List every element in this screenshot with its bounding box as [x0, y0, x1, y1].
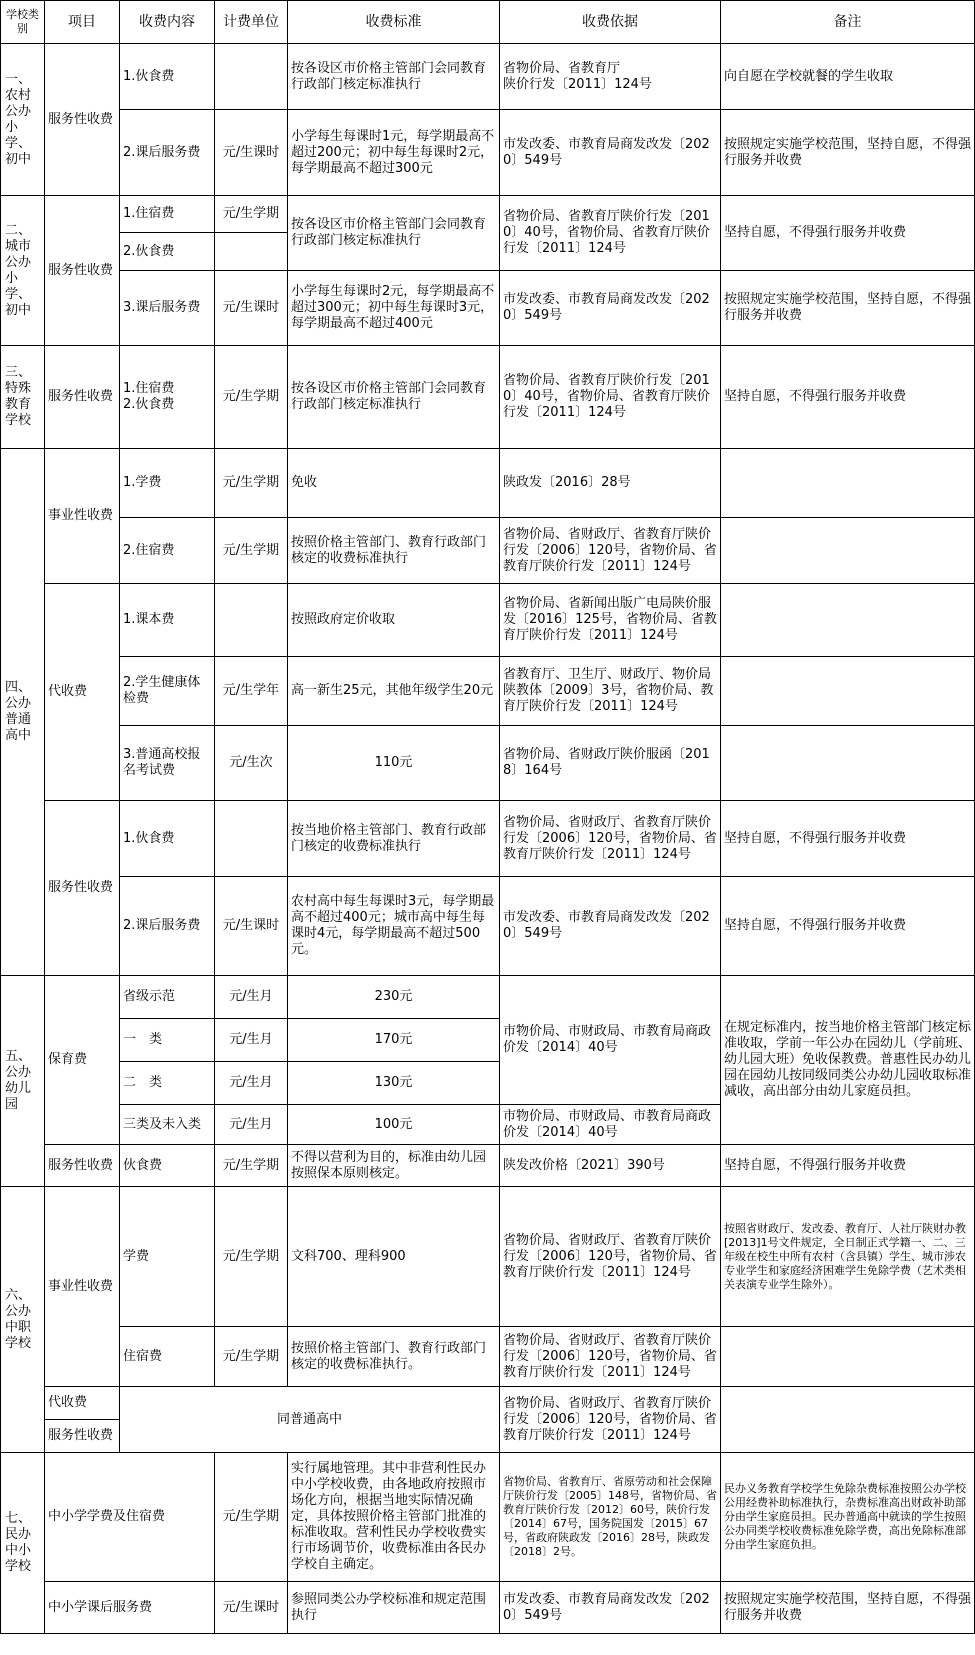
- category-cell: 七、民办中小学校: [1, 1453, 45, 1634]
- item-cell: 中小学课后服务费: [45, 1582, 215, 1634]
- remark-cell: 民办义务教育学校学生免除杂费标准按照公办学校公用经费补助标准执行，杂费标准高出财政补助部分由学生家庭员担。民办普通高中就读的学生按照公办同类学校收费标准免除学费，高出免除标准部分由学生家庭负担。: [721, 1453, 975, 1582]
- table-row: [1, 877, 975, 976]
- standard-cell: 按照价格主管部门、教育行政部门核定的收费标准执行: [288, 518, 500, 584]
- standard-cell: 230元: [288, 976, 500, 1019]
- standard-cell: 按当地价格主管部门、教育行政部门核定的收费标准执行: [288, 801, 500, 877]
- unit-cell: 元/生月: [215, 1019, 288, 1062]
- header-item: 项目: [45, 1, 120, 44]
- standard-cell: 按照政府定价收取: [288, 584, 500, 657]
- unit-cell: 元/生学期: [215, 1145, 288, 1187]
- remark-cell: 坚持自愿，不得强行服务并收费: [721, 801, 975, 877]
- table-row: [1, 801, 975, 877]
- basis-cell: 省物价局、省教育厅陕价行发〔2010〕40号，省物价局、省教育厅陕价行发〔2011〕124号: [500, 196, 721, 271]
- item-cell: 服务性收费: [45, 44, 120, 196]
- item-cell: 代收费: [45, 584, 120, 801]
- item-cell: 服务性收费: [45, 1420, 120, 1453]
- remark-cell: [721, 449, 975, 518]
- content-cell: 2.学生健康体检费: [120, 657, 215, 726]
- table-row: [1, 196, 975, 233]
- content-cell: 学费: [120, 1187, 215, 1327]
- basis-cell: 省物价局、省财政厅陕价服函〔2018〕164号: [500, 726, 721, 801]
- table-row: [1, 1387, 975, 1420]
- remark-cell: [721, 584, 975, 657]
- basis-cell: 市发改委、市教育局商发改发〔2020〕549号: [500, 877, 721, 976]
- item-cell: 代收费: [45, 1387, 120, 1420]
- standard-cell: 小学每生每课时2元，每学期最高不超过300元；初中每生每课时3元，每学期最高不超过400元: [288, 271, 500, 346]
- table-row: [1, 271, 975, 346]
- unit-cell: 元/生学期: [215, 346, 288, 449]
- table-row: [1, 1453, 975, 1582]
- category-cell: 三、特殊教育学校: [1, 346, 45, 449]
- basis-cell: 市物价局、市财政局、市教育局商政价发〔2014〕40号: [500, 976, 721, 1105]
- unit-cell: 元/生月: [215, 976, 288, 1019]
- remark-cell: [721, 726, 975, 801]
- unit-cell: 元/生学期: [215, 196, 288, 233]
- content-cell: 3.普通高校报名考试费: [120, 726, 215, 801]
- remark-cell: [721, 1387, 975, 1453]
- table-row: [1, 1327, 975, 1387]
- unit-cell: 元/生学期: [215, 449, 288, 518]
- content-cell: 1.学费: [120, 449, 215, 518]
- basis-cell: 省物价局、省财政厅、省教育厅陕价行发〔2006〕120号，省物价局、省教育厅陕价行发〔2011〕124号: [500, 801, 721, 877]
- content-cell: 二 类: [120, 1062, 215, 1105]
- table-row: [1, 726, 975, 801]
- same-as-high-school: 同普通高中: [120, 1387, 500, 1453]
- item-cell: 服务性收费: [45, 346, 120, 449]
- basis-cell: 市发改委、市教育局商发改发〔2020〕549号: [500, 1582, 721, 1634]
- basis-cell: 省物价局、省财政厅、省教育厅陕价行发〔2006〕120号，省物价局、省教育厅陕价行发〔2011〕124号: [500, 1327, 721, 1387]
- remark-cell: 按照规定实施学校范围，坚持自愿，不得强行服务并收费: [721, 110, 975, 196]
- table-row: [1, 44, 975, 110]
- standard-cell: 130元: [288, 1062, 500, 1105]
- remark-cell: 坚持自愿，不得强行服务并收费: [721, 877, 975, 976]
- basis-cell: 市物价局、市财政局、市教育局商政价发〔2014〕40号: [500, 1105, 721, 1145]
- category-cell: 四、公办普通高中: [1, 449, 45, 976]
- header-content: 收费内容: [120, 1, 215, 44]
- standard-cell: 不得以营利为目的，标准由幼儿园按照保本原则核定。: [288, 1145, 500, 1187]
- unit-cell: [215, 584, 288, 657]
- standard-cell: 按各设区市价格主管部门会同教育行政部门核定标准执行: [288, 196, 500, 271]
- standard-cell: 小学每生每课时1元，每学期最高不超过200元；初中每生每课时2元，每学期最高不超过300元: [288, 110, 500, 196]
- remark-cell: [721, 657, 975, 726]
- item-cell: 事业性收费: [45, 1187, 120, 1387]
- item-cell: 保育费: [45, 976, 120, 1145]
- content-cell: 1.伙食费: [120, 801, 215, 877]
- standard-cell: 参照同类公办学校标准和规定范围执行: [288, 1582, 500, 1634]
- content-cell: 1.住宿费 2.伙食费: [120, 346, 215, 449]
- content-cell: 一 类: [120, 1019, 215, 1062]
- basis-cell: 省物价局、省财政厅、省教育厅陕价行发〔2006〕120号，省物价局、省教育厅陕价行发〔2011〕124号: [500, 1387, 721, 1453]
- basis-cell: 市发改委、市教育局商发改发〔2020〕549号: [500, 271, 721, 346]
- basis-cell: 陕政发〔2016〕28号: [500, 449, 721, 518]
- remark-cell: 坚持自愿，不得强行服务并收费: [721, 1145, 975, 1187]
- remark-cell: 按照规定实施学校范围，坚持自愿，不得强行服务并收费: [721, 271, 975, 346]
- unit-cell: 元/生学期: [215, 1187, 288, 1327]
- category-cell: 二、城市公办小学、初中: [1, 196, 45, 346]
- content-cell: 1.课本费: [120, 584, 215, 657]
- remark-cell: [721, 1327, 975, 1387]
- category-cell: 六、公办中职学校: [1, 1187, 45, 1453]
- header-basis: 收费依据: [500, 1, 721, 44]
- basis-cell: 省物价局、省财政厅、省教育厅陕价行发〔2006〕120号，省物价局、省教育厅陕价行发〔2011〕124号: [500, 518, 721, 584]
- table-row: [1, 110, 975, 196]
- item-cell: 事业性收费: [45, 449, 120, 584]
- item-cell: 中小学学费及住宿费: [45, 1453, 215, 1582]
- standard-cell: 实行属地管理。其中非营利性民办中小学校收费，由各地政府按照市场化方向，根据当地实际情况确定，具体按照价格主管部门批准的标准收取。营利性民办学校收费实行市场调节价，收费标准由各民办学校自主确定。: [288, 1453, 500, 1582]
- standard-cell: 100元: [288, 1105, 500, 1145]
- table-row: [1, 1582, 975, 1634]
- table-row: [1, 1187, 975, 1327]
- basis-cell: 省物价局、省新闻出版广电局陕价服发〔2016〕125号，省物价局、省教育厅陕价行发〔2011〕124号: [500, 584, 721, 657]
- remark-cell: 坚持自愿，不得强行服务并收费: [721, 196, 975, 271]
- table-row: [1, 449, 975, 518]
- header-remark: 备注: [721, 1, 975, 44]
- basis-cell: 省物价局、省教育厅 陕价行发〔2011〕124号: [500, 44, 721, 110]
- standard-cell: 170元: [288, 1019, 500, 1062]
- unit-cell: 元/生课时: [215, 271, 288, 346]
- content-cell: 伙食费: [120, 1145, 215, 1187]
- category-cell: 五、公办幼儿园: [1, 976, 45, 1187]
- standard-cell: 农村高中每生每课时3元，每学期最高不超过400元；城市高中每生每课时4元，每学期最高不超过500元。: [288, 877, 500, 976]
- unit-cell: [215, 801, 288, 877]
- basis-cell: 省物价局、省教育厅陕价行发〔2010〕40号，省物价局、省教育厅陕价行发〔2011〕124号: [500, 346, 721, 449]
- table-row: [1, 518, 975, 584]
- unit-cell: 元/生次: [215, 726, 288, 801]
- content-cell: 住宿费: [120, 1327, 215, 1387]
- remark-cell: 在规定标准内，按当地价格主管部门核定标准收取，学前一年公办在园幼儿（学前班、幼儿园大班）免收保教费。普惠性民办幼儿园在园幼儿按同级同类公办幼儿园收取标准减收，高出部分由幼儿家庭员担。: [721, 976, 975, 1145]
- basis-cell: 省物价局、省教育厅、省原劳动和社会保障厅陕价行发〔2005〕148号，省物价局、省教育厅陕价行发〔2012〕60号，陕价行发〔2014〕67号，国务院国发〔2015〕67号，省政府陕政发〔2016〕28号，陕政发〔2018〕2号。: [500, 1453, 721, 1582]
- header-standard: 收费标准: [288, 1, 500, 44]
- standard-cell: 文科700、理科900: [288, 1187, 500, 1327]
- content-cell: 1.伙食费: [120, 44, 215, 110]
- basis-cell: 陕发改价格〔2021〕390号: [500, 1145, 721, 1187]
- standard-cell: 110元: [288, 726, 500, 801]
- standard-cell: 按各设区市价格主管部门会同教育行政部门核定标准执行: [288, 44, 500, 110]
- item-cell: 服务性收费: [45, 196, 120, 346]
- unit-cell: 元/生课时: [215, 110, 288, 196]
- item-cell: 服务性收费: [45, 1145, 120, 1187]
- content-cell: 2.课后服务费: [120, 110, 215, 196]
- remark-cell: 坚持自愿，不得强行服务并收费: [721, 346, 975, 449]
- unit-cell: 元/生月: [215, 1105, 288, 1145]
- table-row: [1, 346, 975, 449]
- remark-cell: 按照规定实施学校范围，坚持自愿，不得强行服务并收费: [721, 1582, 975, 1634]
- basis-cell: 市发改委、市教育局商发改发〔2020〕549号: [500, 110, 721, 196]
- table-row: [1, 584, 975, 657]
- content-cell: 3.课后服务费: [120, 271, 215, 346]
- table-row: [1, 657, 975, 726]
- remark-cell: [721, 518, 975, 584]
- unit-cell: 元/生学期: [215, 1327, 288, 1387]
- content-cell: 1.住宿费: [120, 196, 215, 233]
- header-category: 学校类别: [1, 1, 45, 44]
- unit-cell: 元/生课时: [215, 1582, 288, 1634]
- remark-cell: 按照省财政厅、发改委、教育厅、人社厅陕财办教[2013]1号文件规定，全日制正式学籍一、二、三年级在校生中所有农村（含县镇）学生、城市涉农专业学生和家庭经济困难学生免除学费（艺术类相关表演专业学生除外）。: [721, 1187, 975, 1327]
- content-cell: 省级示范: [120, 976, 215, 1019]
- remark-cell: 向自愿在学校就餐的学生收取: [721, 44, 975, 110]
- table-row: [1, 976, 975, 1019]
- unit-cell: [215, 44, 288, 110]
- unit-cell: 元/生课时: [215, 877, 288, 976]
- standard-cell: 高一新生25元，其他年级学生20元: [288, 657, 500, 726]
- content-cell: 三类及未入类: [120, 1105, 215, 1145]
- header-unit: 计费单位: [215, 1, 288, 44]
- standard-cell: 按各设区市价格主管部门会同教育行政部门核定标准执行: [288, 346, 500, 449]
- unit-cell: 元/生学期: [215, 518, 288, 584]
- unit-cell: 元/生月: [215, 1062, 288, 1105]
- standard-cell: 免收: [288, 449, 500, 518]
- unit-cell: 元/生学期: [215, 1453, 288, 1582]
- content-cell: 2.住宿费: [120, 518, 215, 584]
- header-row: [1, 1, 975, 44]
- unit-cell: 元/生学年: [215, 657, 288, 726]
- category-cell: 一、农村公办小学、初中: [1, 44, 45, 196]
- basis-cell: 省教育厅、卫生厅、财政厅、物价局陕教体〔2009〕3号，省物价局、教育厅陕价行发〔2011〕124号: [500, 657, 721, 726]
- content-cell: 2.课后服务费: [120, 877, 215, 976]
- basis-cell: 省物价局、省财政厅、省教育厅陕价行发〔2006〕120号，省物价局、省教育厅陕价行发〔2011〕124号: [500, 1187, 721, 1327]
- unit-cell: [215, 233, 288, 271]
- item-cell: 服务性收费: [45, 801, 120, 976]
- table-row: [1, 1145, 975, 1187]
- standard-cell: 按照价格主管部门、教育行政部门核定的收费标准执行。: [288, 1327, 500, 1387]
- content-cell: 2.伙食费: [120, 233, 215, 271]
